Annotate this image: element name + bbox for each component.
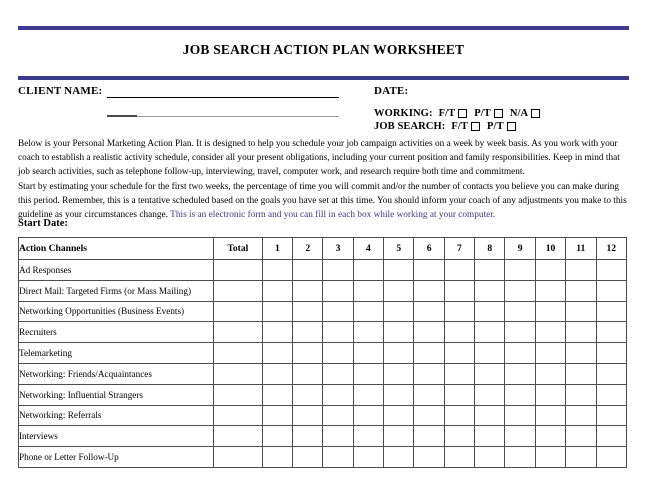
cell-week-12[interactable]	[596, 363, 627, 384]
cell-total[interactable]	[213, 405, 262, 426]
cell-week-2[interactable]	[293, 426, 323, 447]
cell-week-11[interactable]	[566, 260, 596, 281]
cell-week-5[interactable]	[384, 280, 414, 301]
cell-total[interactable]	[213, 363, 262, 384]
cell-week-3[interactable]	[323, 447, 353, 468]
table-row	[19, 405, 627, 426]
cell-week-5[interactable]	[384, 384, 414, 405]
row-label-networking-friends: Networking: Friends/Acquaintances	[19, 363, 214, 384]
table-row	[19, 322, 627, 343]
working-option-pt[interactable]	[474, 108, 503, 119]
cell-week-11[interactable]	[566, 447, 596, 468]
working-pt-checkbox[interactable]	[494, 109, 503, 118]
header-week-6: 6	[414, 238, 444, 260]
job-search-ft-checkbox[interactable]	[471, 122, 480, 131]
date-label: DATE:	[374, 85, 409, 97]
electronic-form-note: This is an electronic form and you can fill in each box while working at your computer.	[170, 210, 496, 221]
cell-week-11[interactable]	[566, 426, 596, 447]
cell-week-1[interactable]	[262, 363, 292, 384]
cell-week-11[interactable]	[566, 280, 596, 301]
cell-week-1[interactable]	[262, 280, 292, 301]
working-option-pt-label: P/T	[474, 108, 491, 119]
cell-week-10[interactable]	[535, 260, 565, 281]
start-date-label: Start Date:	[18, 218, 68, 229]
cell-week-5[interactable]	[384, 322, 414, 343]
cell-week-8[interactable]	[475, 322, 505, 343]
cell-week-10[interactable]	[535, 363, 565, 384]
working-option-na-label: N/A	[509, 108, 529, 119]
cell-week-2[interactable]	[293, 447, 323, 468]
cell-week-12[interactable]	[596, 426, 627, 447]
cell-week-6[interactable]	[414, 343, 444, 364]
instructions-paragraph	[18, 180, 629, 223]
cell-week-12[interactable]	[596, 384, 627, 405]
cell-week-10[interactable]	[535, 447, 565, 468]
cell-week-7[interactable]	[444, 405, 474, 426]
cell-week-7[interactable]	[444, 280, 474, 301]
cell-week-7[interactable]	[444, 301, 474, 322]
cell-week-8[interactable]	[475, 260, 505, 281]
cell-week-1[interactable]	[262, 384, 292, 405]
cell-week-4[interactable]	[353, 280, 383, 301]
cell-week-12[interactable]	[596, 260, 627, 281]
client-secondary-input-line[interactable]	[107, 116, 339, 117]
header-week-3: 3	[323, 238, 353, 260]
table-row	[19, 426, 627, 447]
cell-week-6[interactable]	[414, 260, 444, 281]
cell-week-4[interactable]	[353, 363, 383, 384]
cell-week-5[interactable]	[384, 426, 414, 447]
cell-week-1[interactable]	[262, 322, 292, 343]
cell-week-4[interactable]	[353, 447, 383, 468]
job-search-option-pt[interactable]	[487, 121, 516, 132]
cell-week-3[interactable]	[323, 384, 353, 405]
cell-week-6[interactable]	[414, 405, 444, 426]
table-row	[19, 384, 627, 405]
row-label-networking-referrals: Networking: Referrals	[19, 405, 214, 426]
cell-week-8[interactable]	[475, 343, 505, 364]
job-search-pt-checkbox[interactable]	[507, 122, 516, 131]
cell-week-2[interactable]	[293, 322, 323, 343]
job-search-option-ft-label: F/T	[451, 121, 469, 132]
header-week-8: 8	[475, 238, 505, 260]
row-label-telemarketing: Telemarketing	[19, 343, 214, 364]
cell-week-6[interactable]	[414, 322, 444, 343]
cell-week-3[interactable]	[323, 301, 353, 322]
row-label-recruiters: Recruiters	[19, 322, 214, 343]
action-plan-table	[18, 237, 627, 468]
cell-week-6[interactable]	[414, 426, 444, 447]
cell-week-7[interactable]	[444, 426, 474, 447]
cell-week-11[interactable]	[566, 363, 596, 384]
working-option-ft[interactable]	[439, 108, 468, 119]
cell-week-12[interactable]	[596, 322, 627, 343]
table-header-row	[19, 238, 627, 260]
cell-week-4[interactable]	[353, 384, 383, 405]
cell-week-6[interactable]	[414, 301, 444, 322]
cell-week-3[interactable]	[323, 363, 353, 384]
cell-week-6[interactable]	[414, 384, 444, 405]
cell-week-9[interactable]	[505, 426, 535, 447]
cell-week-10[interactable]	[535, 405, 565, 426]
client-name-label: CLIENT NAME:	[18, 85, 103, 97]
cell-week-9[interactable]	[505, 322, 535, 343]
cell-week-3[interactable]	[323, 280, 353, 301]
cell-week-12[interactable]	[596, 447, 627, 468]
cell-week-8[interactable]	[475, 426, 505, 447]
cell-week-2[interactable]	[293, 343, 323, 364]
cell-week-10[interactable]	[535, 322, 565, 343]
cell-week-8[interactable]	[475, 447, 505, 468]
cell-week-9[interactable]	[505, 280, 535, 301]
row-label-ad-responses: Ad Responses	[19, 260, 214, 281]
cell-week-7[interactable]	[444, 363, 474, 384]
cell-week-8[interactable]	[475, 301, 505, 322]
cell-week-9[interactable]	[505, 363, 535, 384]
working-label: WORKING:	[374, 108, 433, 119]
header-week-1: 1	[262, 238, 292, 260]
cell-week-1[interactable]	[262, 343, 292, 364]
header-week-5: 5	[384, 238, 414, 260]
cell-week-4[interactable]	[353, 405, 383, 426]
cell-week-4[interactable]	[353, 426, 383, 447]
cell-week-2[interactable]	[293, 301, 323, 322]
table-row	[19, 363, 627, 384]
job-search-option-ft[interactable]	[451, 121, 480, 132]
cell-week-9[interactable]	[505, 405, 535, 426]
cell-week-6[interactable]	[414, 280, 444, 301]
cell-week-5[interactable]	[384, 405, 414, 426]
intro-paragraph: Below is your Personal Marketing Action Plan. It is designed to help you schedule your job campaign activities on a week by week basis. As you work with your coach to establish a realistic activity schedule, consider all your present obligations, including your current position and family responsibilities. Keep in mind that job search activities, such as telephone follow-up, interviewing, travel, computer work, and research require both time and commitment.	[18, 139, 620, 178]
table-row	[19, 280, 627, 301]
cell-week-1[interactable]	[262, 426, 292, 447]
cell-week-2[interactable]	[293, 405, 323, 426]
header-week-2: 2	[293, 238, 323, 260]
table-row	[19, 260, 627, 281]
row-label-networking-influential: Networking: Influential Strangers	[19, 384, 214, 405]
cell-week-5[interactable]	[384, 363, 414, 384]
cell-week-9[interactable]	[505, 260, 535, 281]
cell-week-9[interactable]	[505, 343, 535, 364]
cell-week-8[interactable]	[475, 363, 505, 384]
cell-week-6[interactable]	[414, 447, 444, 468]
cell-week-9[interactable]	[505, 301, 535, 322]
row-label-phone-letter-followup: Phone or Letter Follow-Up	[19, 447, 214, 468]
cell-week-5[interactable]	[384, 447, 414, 468]
header-week-12: 12	[596, 238, 627, 260]
cell-total[interactable]	[213, 447, 262, 468]
client-secondary-line-stub	[107, 115, 137, 117]
cell-week-11[interactable]	[566, 343, 596, 364]
table-row	[19, 343, 627, 364]
cell-total[interactable]	[213, 280, 262, 301]
cell-week-9[interactable]	[505, 447, 535, 468]
cell-week-3[interactable]	[323, 322, 353, 343]
cell-week-7[interactable]	[444, 322, 474, 343]
row-label-networking-opportunities: Networking Opportunities (Business Events)	[19, 301, 214, 322]
cell-total[interactable]	[213, 343, 262, 364]
header-action-channels: Action Channels	[19, 238, 214, 260]
cell-week-12[interactable]	[596, 343, 627, 364]
cell-week-9[interactable]	[505, 384, 535, 405]
cell-total[interactable]	[213, 322, 262, 343]
cell-total[interactable]	[213, 301, 262, 322]
header-week-10: 10	[535, 238, 565, 260]
cell-week-4[interactable]	[353, 322, 383, 343]
cell-week-5[interactable]	[384, 343, 414, 364]
cell-week-6[interactable]	[414, 363, 444, 384]
header-week-9: 9	[505, 238, 535, 260]
cell-week-7[interactable]	[444, 260, 474, 281]
header-week-7: 7	[444, 238, 474, 260]
cell-week-1[interactable]	[262, 301, 292, 322]
cell-week-7[interactable]	[444, 384, 474, 405]
cell-week-12[interactable]	[596, 405, 627, 426]
cell-week-10[interactable]	[535, 343, 565, 364]
header-week-11: 11	[566, 238, 596, 260]
instructions-text: Start by estimating your schedule for the first two weeks, the percentage of time you will commit and/or the number of contacts you believe you can make during this period. Remember, this is a tentative scheduled based on the goals you have set at this time. You should inform your coach of any adjustments you make to this guideline as your circumstances change.	[18, 182, 627, 221]
cell-week-8[interactable]	[475, 405, 505, 426]
job-search-option-pt-label: P/T	[487, 121, 504, 132]
cell-week-5[interactable]	[384, 260, 414, 281]
job-search-label: JOB SEARCH:	[374, 121, 446, 132]
cell-week-12[interactable]	[596, 301, 627, 322]
table-body	[19, 260, 627, 468]
cell-week-11[interactable]	[566, 322, 596, 343]
cell-week-1[interactable]	[262, 405, 292, 426]
row-label-direct-mail: Direct Mail: Targeted Firms (or Mass Mailing)	[19, 280, 214, 301]
cell-week-8[interactable]	[475, 384, 505, 405]
cell-total[interactable]	[213, 426, 262, 447]
table-row	[19, 301, 627, 322]
cell-week-2[interactable]	[293, 384, 323, 405]
cell-week-10[interactable]	[535, 301, 565, 322]
header-total: Total	[213, 238, 262, 260]
working-ft-checkbox[interactable]	[458, 109, 467, 118]
client-name-input-line[interactable]	[107, 97, 339, 98]
header-rule-bottom	[18, 76, 629, 80]
row-label-interviews: Interviews	[19, 426, 214, 447]
cell-week-3[interactable]	[323, 260, 353, 281]
working-na-checkbox[interactable]	[531, 109, 540, 118]
cell-week-10[interactable]	[535, 384, 565, 405]
table-row	[19, 447, 627, 468]
header-rule-top	[18, 26, 629, 30]
cell-total[interactable]	[213, 260, 262, 281]
working-option-ft-label: F/T	[438, 108, 456, 119]
working-option-na[interactable]	[510, 108, 540, 119]
cell-week-12[interactable]	[596, 280, 627, 301]
cell-week-10[interactable]	[535, 280, 565, 301]
cell-week-4[interactable]	[353, 301, 383, 322]
cell-week-5[interactable]	[384, 301, 414, 322]
cell-week-7[interactable]	[444, 447, 474, 468]
cell-week-11[interactable]	[566, 384, 596, 405]
cell-week-2[interactable]	[293, 280, 323, 301]
cell-week-7[interactable]	[444, 343, 474, 364]
cell-week-2[interactable]	[293, 260, 323, 281]
page-title: JOB SEARCH ACTION PLAN WORKSHEET	[182, 42, 465, 57]
cell-week-4[interactable]	[353, 343, 383, 364]
cell-week-1[interactable]	[262, 447, 292, 468]
cell-week-1[interactable]	[262, 260, 292, 281]
cell-week-11[interactable]	[566, 405, 596, 426]
working-status-row	[374, 108, 547, 119]
cell-week-3[interactable]	[323, 343, 353, 364]
cell-week-10[interactable]	[535, 426, 565, 447]
cell-week-4[interactable]	[353, 260, 383, 281]
cell-week-2[interactable]	[293, 363, 323, 384]
header-week-4: 4	[353, 238, 383, 260]
job-search-status-row	[374, 121, 523, 132]
cell-week-3[interactable]	[323, 405, 353, 426]
cell-total[interactable]	[213, 384, 262, 405]
cell-week-11[interactable]	[566, 301, 596, 322]
cell-week-3[interactable]	[323, 426, 353, 447]
cell-week-8[interactable]	[475, 280, 505, 301]
